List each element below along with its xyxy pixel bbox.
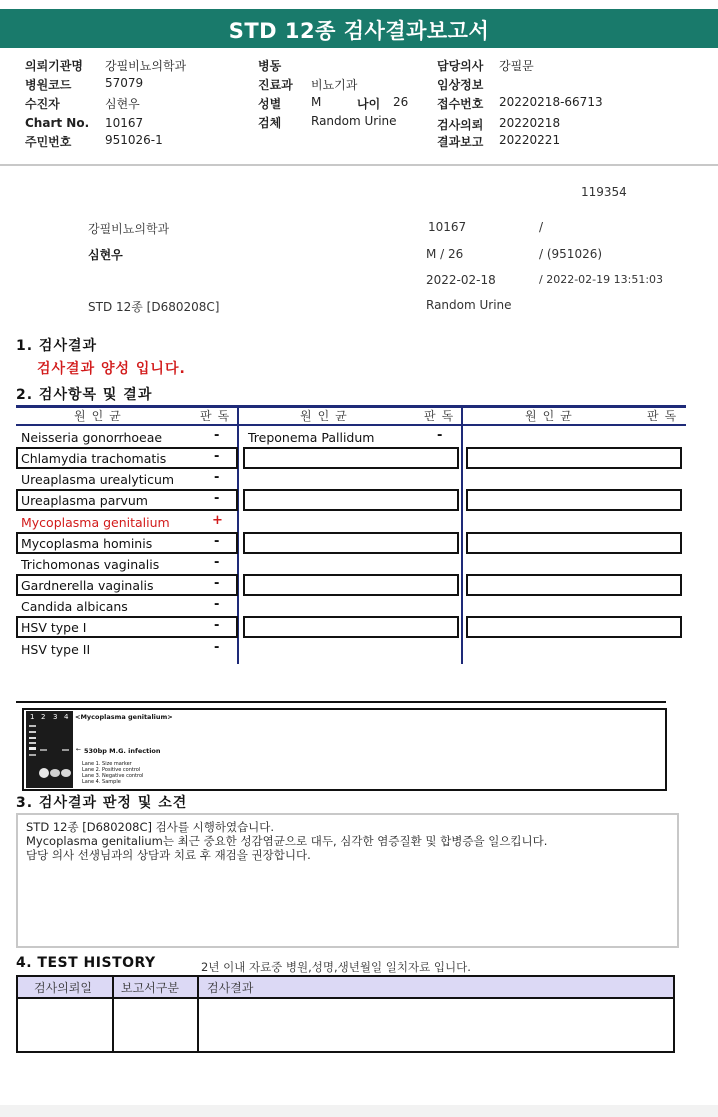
header-value-receipt-no: 20220218-66713 (499, 95, 603, 109)
title-bar (0, 9, 718, 48)
header-label-sex: 성별 (258, 97, 282, 111)
pathogen-name: Chlamydia trachomatis (21, 451, 167, 466)
header-value-specimen: Random Urine (311, 114, 397, 128)
info-chart-no: 10167 (428, 220, 467, 234)
header-value-sex: M (311, 95, 322, 109)
gel-bands-graphic (26, 711, 73, 788)
pathogen-result: - (437, 428, 443, 443)
pathogen-name: HSV type II (21, 642, 91, 657)
pathogen-result: - (214, 640, 220, 655)
pathogen-name: Trichomonas vaginalis (21, 557, 160, 572)
header-label-clinic: 의뢰기관명 (25, 59, 83, 73)
pathogen-result: - (214, 428, 220, 443)
table-header-rule (16, 424, 686, 426)
pathogen-result: - (214, 534, 220, 549)
pathogen-result: - (214, 555, 220, 570)
header-label-clinical-info: 임상정보 (437, 78, 484, 92)
column-header-judgement: 판독 (200, 409, 236, 423)
row-box (243, 616, 459, 638)
header-label-ward: 병동 (258, 59, 282, 73)
header-label-age: 나이 (357, 97, 381, 111)
section1-title: 1. 검사결과 (16, 338, 98, 354)
pathogen-result: - (214, 491, 220, 506)
history-table (16, 975, 675, 1053)
pathogen-name: Gardnerella vaginalis (21, 578, 154, 593)
report-title: STD 12종 검사결과보고서 (228, 19, 490, 43)
pathogen-name: HSV type I (21, 620, 87, 635)
header-label-patient: 수진자 (25, 97, 60, 111)
row-box (466, 447, 682, 469)
gel-top-rule (16, 701, 666, 703)
comment-line: 담당 의사 선생님과의 상담과 치료 후 재검을 권장합니다. (26, 848, 311, 862)
comment-line: STD 12종 [D680208C] 검사를 시행하였습니다. (26, 820, 275, 834)
info-slash: / (539, 220, 544, 234)
header-label-department: 진료과 (258, 78, 293, 92)
gel-band-label: 530bp M.G. infection (84, 747, 161, 755)
gel-title: <Mycoplasma genitalium> (75, 713, 173, 721)
info-date-reported: / 2022-02-19 13:51:03 (539, 273, 664, 286)
pathogen-name: Candida albicans (21, 599, 128, 614)
row-box (243, 532, 459, 554)
row-box (466, 574, 682, 596)
history-column-divider (112, 977, 114, 1051)
header-label-specimen: 검체 (258, 116, 282, 130)
header-value-resident-no: 951026-1 (105, 133, 163, 147)
info-test-name: STD 12종 [D680208C] (88, 300, 220, 314)
history-column-divider (197, 977, 199, 1051)
gel-image (26, 711, 73, 788)
column-header-pathogen: 원인균 (300, 409, 353, 423)
row-box (243, 489, 459, 511)
header-label-doctor: 담당의사 (437, 59, 484, 73)
header-value-hospital-code: 57079 (105, 76, 144, 90)
info-date-received: 2022-02-18 (426, 273, 496, 287)
gel-lane-label: 4 (64, 713, 69, 721)
gel-legend-item: Lane 1. Size marker (82, 761, 132, 767)
section3-title: 3. 검사결과 판정 및 소견 (16, 795, 188, 811)
header-value-report-date: 20220221 (499, 133, 561, 147)
comment-box (16, 813, 679, 948)
row-box (466, 532, 682, 554)
pathogen-name: Ureaplasma parvum (21, 493, 148, 508)
header-value-department: 비뇨기과 (311, 78, 358, 92)
header-value-chart-no: 10167 (105, 116, 144, 130)
pathogen-result: - (214, 597, 220, 612)
info-sex-age: M / 26 (426, 247, 464, 261)
pathogen-result: - (214, 618, 220, 633)
positive-result-text: 검사결과 양성 입니다. (37, 361, 186, 377)
pathogen-name: Mycoplasma hominis (21, 536, 153, 551)
history-note: 2년 이내 자료중 병원,성명,생년월일 일치자료 입니다. (201, 960, 471, 974)
header-value-age: 26 (393, 95, 409, 109)
gel-legend-item: Lane 2. Positive control (82, 767, 141, 773)
header-label-request-date: 검사의뢰 (437, 118, 484, 132)
pathogen-name: Ureaplasma urealyticum (21, 472, 175, 487)
header-value-request-date: 20220218 (499, 116, 561, 130)
pathogen-name: Treponema Pallidum (248, 430, 375, 445)
pathogen-result: - (214, 576, 220, 591)
header-label-chart-no: Chart No. (25, 116, 90, 130)
pathogen-result-positive: + (212, 513, 223, 528)
header-value-patient: 심현우 (105, 97, 140, 111)
info-birth: / (951026) (539, 247, 603, 261)
pathogen-name: Neisseria gonorrhoeae (21, 430, 163, 445)
pathogen-result: - (214, 449, 220, 464)
section4-title: 4. TEST HISTORY (16, 955, 156, 971)
gel-lane-label: 2 (41, 713, 46, 721)
column-header-judgement: 판독 (424, 409, 460, 423)
row-box (466, 616, 682, 638)
gel-arrow: ← (76, 746, 82, 753)
comment-line: Mycoplasma genitalium는 최근 중요한 성감염균으로 대두, 심각한 염증질환 및 합병증을 일으킵니다. (26, 834, 548, 848)
history-column-header: 검사결과 (207, 981, 254, 995)
history-table-header (18, 977, 673, 999)
column-header-pathogen: 원인균 (525, 409, 578, 423)
row-box (466, 489, 682, 511)
history-column-header: 보고서구분 (121, 981, 179, 995)
column-header-pathogen: 원인균 (74, 409, 127, 423)
row-box (243, 447, 459, 469)
pathogen-result: - (214, 470, 220, 485)
gel-legend-item: Lane 4. Sample (82, 779, 121, 785)
history-column-header: 검사의뢰일 (34, 981, 92, 995)
header-label-hospital-code: 병원코드 (25, 78, 72, 92)
header-label-resident-no: 주민번호 (25, 135, 72, 149)
header-divider (0, 164, 718, 166)
report-number: 119354 (581, 185, 627, 199)
info-clinic: 강필비뇨의학과 (88, 222, 170, 236)
section2-title: 2. 검사항목 및 결과 (16, 387, 153, 403)
header-value-doctor: 강필문 (499, 59, 534, 73)
gel-legend-item: Lane 3. Negative control (82, 773, 144, 779)
info-specimen: Random Urine (426, 298, 512, 312)
info-patient-name: 심현우 (88, 248, 123, 262)
gel-lane-label: 1 (30, 713, 35, 721)
gel-lane-label: 3 (53, 713, 58, 721)
row-box (243, 574, 459, 596)
header-label-report-date: 결과보고 (437, 135, 484, 149)
pathogen-name-positive: Mycoplasma genitalium (21, 515, 170, 530)
header-value-clinic: 강필비뇨의학과 (105, 59, 187, 73)
header-label-receipt-no: 접수번호 (437, 97, 484, 111)
column-header-judgement: 판독 (647, 409, 683, 423)
table-column-divider (461, 405, 463, 664)
